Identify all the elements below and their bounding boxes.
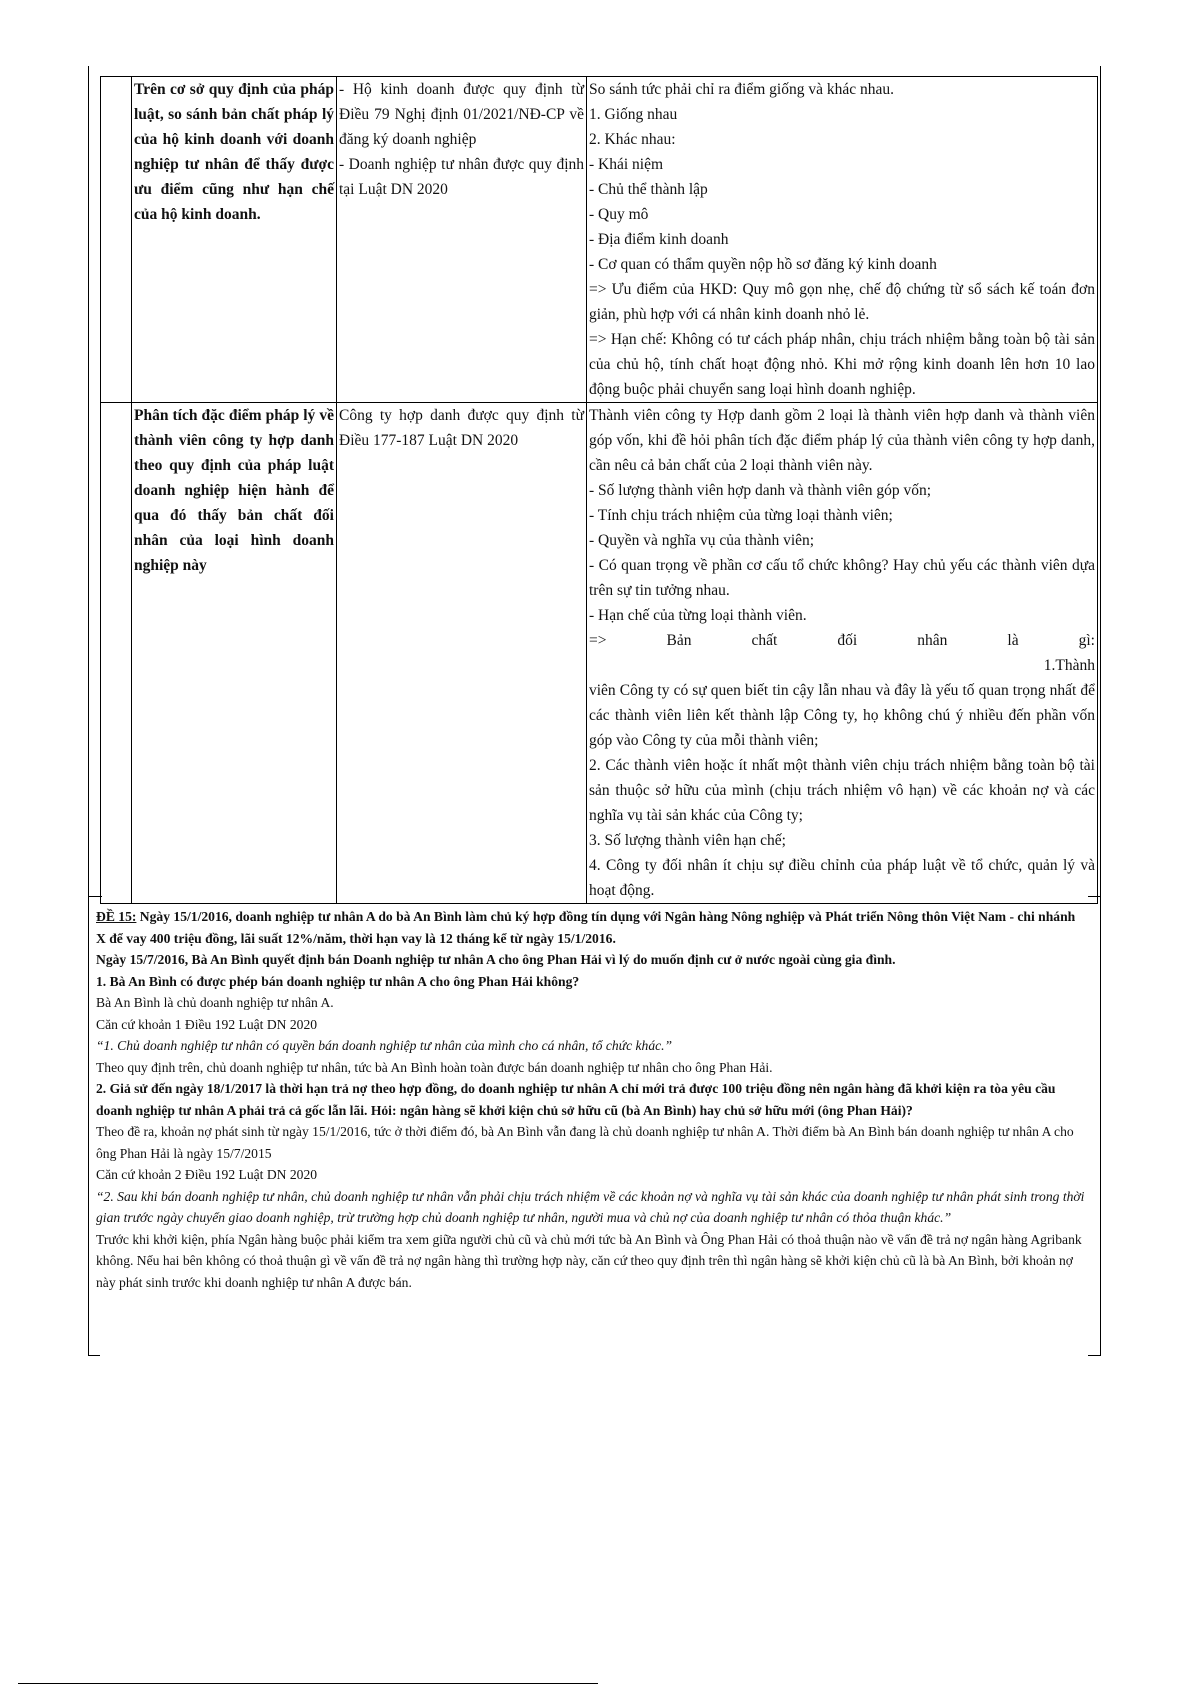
table-row <box>101 403 1098 904</box>
table-row <box>101 77 1098 403</box>
answer-line: - Chủ thể thành lập <box>589 181 708 198</box>
conclusion-word: chất <box>751 632 778 649</box>
conclusion-word: là <box>1007 632 1019 649</box>
legal-quote: “2. Sau khi bán doanh nghiệp tư nhân, chủ doanh nghiệp tư nhân vẫn phải chịu trách nhiệm về các khoản nợ và nghĩa vụ tài sản khác của doanh nghiệp tư nhân phát sinh trong thời gian trước ngày chuyển giao doanh nghiệp, trừ trường hợp chủ doanh nghiệp tư nhân, người mua và chủ nợ của doanh nghiệp tư nhân có thỏa thuận khác.” <box>96 1188 1085 1225</box>
answer-line: viên Công ty có sự quen biết tin cậy lẫn nhau và đây là yếu tố quan trọng nhất để các thành viên liên kết thành lập Công ty, họ không chú ý nhiều đến phần vốn góp vào Công ty của mỗi thành viên; <box>589 682 1095 749</box>
answer-line: 4. Công ty đối nhân ít chịu sự điều chỉnh của pháp luật về tổ chức, quản lý và hoạt động. <box>589 857 1095 899</box>
conclusion-word: gì: <box>1078 632 1095 649</box>
answer-line: - Cơ quan có thẩm quyền nộp hồ sơ đăng ký kinh doanh <box>589 256 937 273</box>
conclusion-word: => <box>589 632 607 649</box>
answer-line: 1. Giống nhau <box>589 106 678 123</box>
answer-line: - Quyền và nghĩa vụ của thành viên; <box>589 532 815 549</box>
answer-line: - Số lượng thành viên hợp danh và thành viên góp vốn; <box>589 482 932 499</box>
basis-line: - Hộ kinh doanh được quy định từ Điều 79 Nghị định 01/2021/NĐ-CP về đăng ký doanh nghiệp <box>339 81 584 148</box>
point-number: 1.Thành <box>1043 657 1095 674</box>
qa-table <box>100 76 1098 904</box>
question-cell: Trên cơ sở quy định của pháp luật, so sánh bản chất pháp lý của hộ kinh doanh với doanh nghiệp tư nhân để thấy được ưu điểm cũng như hạn chế của hộ kinh doanh. <box>132 77 337 403</box>
answer-line: So sánh tức phải chỉ ra điểm giống và khác nhau. <box>589 81 894 98</box>
conclusion-word: Bản <box>666 632 692 649</box>
frame-left-rule-2 <box>88 896 89 1356</box>
basis-line: Công ty hợp danh được quy định từ Điều 177-187 Luật DN 2020 <box>339 407 584 449</box>
answer-line: 2. Khác nhau: <box>589 131 676 148</box>
answer-text: Căn cứ khoản 1 Điều 192 Luật DN 2020 <box>96 1016 318 1032</box>
conclusion-word: nhân <box>917 632 948 649</box>
case-heading-text: Ngày 15/1/2016, doanh nghiệp tư nhân A do bà An Bình làm chủ ký hợp đồng tín dụng với Ngân hàng Nông nghiệp và Phát triển Nông thôn Việt Nam - chi nhánh X để vay 400 triệu đồng, lãi suất 12%/năm, thời hạn vay là 12 tháng kể từ ngày 15/1/2016. <box>96 909 1076 946</box>
question-2: 2. Giả sử đến ngày 18/1/2017 là thời hạn trả nợ theo hợp đồng, do doanh nghiệp tư nhân A chỉ mới trả được 100 triệu đồng nên ngân hàng đã khởi kiện ra tòa yêu cầu doanh nghiệp tư nhân A phải trả cả gốc lẫn lãi. Hỏi: ngân hàng sẽ khởi kiện chủ sở hữu cũ (bà An Bình) hay chủ sở hữu mới (ông Phan Hải)? <box>96 1081 1056 1118</box>
row-number-cell <box>101 77 132 403</box>
frame-right-rule <box>1100 66 1101 898</box>
answer-line: - Địa điểm kinh doanh <box>589 231 729 248</box>
answer-cell <box>587 77 1098 403</box>
conclusion-line <box>589 628 1095 653</box>
footer-rule <box>18 1683 598 1684</box>
answer-text: Căn cứ khoản 2 Điều 192 Luật DN 2020 <box>96 1167 318 1182</box>
answer-line: => Hạn chế: Không có tư cách pháp nhân, chịu trách nhiệm bằng toàn bộ tài sản của chủ hộ, tính chất hoạt động nhỏ. Khi mở rộng kinh doanh lên hơn 10 lao động buộc phải chuyển sang loại hình doanh nghiệp. <box>589 331 1095 398</box>
answer-line: - Quy mô <box>589 206 649 223</box>
frame-tick <box>88 1355 100 1356</box>
answer-line: Thành viên công ty Hợp danh gồm 2 loại là thành viên hợp danh và thành viên góp vốn, khi đề hỏi phân tích đặc điểm pháp lý của thành viên công ty hợp danh, cần nêu cả bản chất của 2 loại thành viên này. <box>589 407 1095 474</box>
answer-line: 3. Số lượng thành viên hạn chế; <box>589 832 786 849</box>
legal-quote: “1. Chủ doanh nghiệp tư nhân có quyền bán doanh nghiệp tư nhân của mình cho cá nhân, tổ chức khác.” <box>96 1038 673 1053</box>
answer-line: - Khái niệm <box>589 156 664 173</box>
answer-text: Trước khi khởi kiện, phía Ngân hàng buộc phải kiểm tra xem giữa người chủ cũ và chủ mới tức bà An Bình và Ông Phan Hải có thoả thuận nào về vấn đề trả nợ ngân hàng Agribank không. Nếu hai bên không có thoả thuận gì về vấn đề trả nợ ngân hàng thì trường hợp này, căn cứ theo quy định trên thì ngân hàng sẽ khởi kiện chủ cũ là bà An Bình, bởi khoản nợ này phát sinh trước khi doanh nghiệp tư nhân A được bán. <box>96 1231 1082 1290</box>
answer-cell <box>587 403 1098 904</box>
row-number-cell <box>101 403 132 904</box>
frame-right-rule-2 <box>1100 896 1101 1356</box>
basis-cell <box>337 403 587 904</box>
case-heading-2: Ngày 15/7/2016, Bà An Bình quyết định bán Doanh nghiệp tư nhân A cho ông Phan Hải vì lý do muốn định cư ở nước ngoài cùng gia đình. <box>96 952 896 967</box>
case-heading <box>96 906 1088 949</box>
conclusion-word: đối <box>837 632 858 649</box>
frame-tick <box>1088 1355 1101 1356</box>
answer-line: => Ưu điểm của HKD: Quy mô gọn nhẹ, chế độ chứng từ sổ sách kế toán đơn giản, phù hợp với cá nhân kinh doanh nhỏ lẻ. <box>589 281 1095 323</box>
answer-line: - Có quan trọng về phần cơ cấu tổ chức không? Hay chủ yếu các thành viên dựa trên sự tin tưởng nhau. <box>589 557 1095 599</box>
answer-text: Bà An Bình là chủ doanh nghiệp tư nhân A. <box>96 995 334 1010</box>
answer-text: Theo đề ra, khoản nợ phát sinh từ ngày 15/1/2016, tức ở thời điểm đó, bà An Bình vẫn đang là chủ doanh nghiệp tư nhân A. Thời điểm bà An Bình bán doanh nghiệp tư nhân A cho ông Phan Hải là ngày 15/7/2015 <box>96 1124 1074 1161</box>
answer-line: - Tính chịu trách nhiệm của từng loại thành viên; <box>589 507 893 524</box>
case-study-section <box>96 906 1088 1293</box>
question-cell: Phân tích đặc điểm pháp lý về thành viên công ty hợp danh theo quy định của pháp luật doanh nghiệp hiện hành để qua đó thấy bản chất đối nhân của loại hình doanh nghiệp này <box>132 403 337 904</box>
question-1: 1. Bà An Bình có được phép bán doanh nghiệp tư nhân A cho ông Phan Hải không? <box>96 973 580 989</box>
answer-line: - Hạn chế của từng loại thành viên. <box>589 607 807 624</box>
answer-line: 2. Các thành viên hoặc ít nhất một thành viên chịu trách nhiệm bằng toàn bộ tài sản thuộc sở hữu của mình (chịu trách nhiệm vô hạn) về các khoản nợ và các nghĩa vụ tài sản khác của Công ty; <box>589 757 1095 824</box>
basis-cell <box>337 77 587 403</box>
answer-text: Theo quy định trên, chủ doanh nghiệp tư nhân, tức bà An Bình hoàn toàn được bán doanh nghiệp tư nhân cho ông Phan Hải. <box>96 1059 773 1075</box>
case-label: ĐỀ 15: <box>96 909 137 924</box>
basis-line: - Doanh nghiệp tư nhân được quy định tại Luật DN 2020 <box>339 156 584 198</box>
frame-left-rule <box>88 66 89 898</box>
